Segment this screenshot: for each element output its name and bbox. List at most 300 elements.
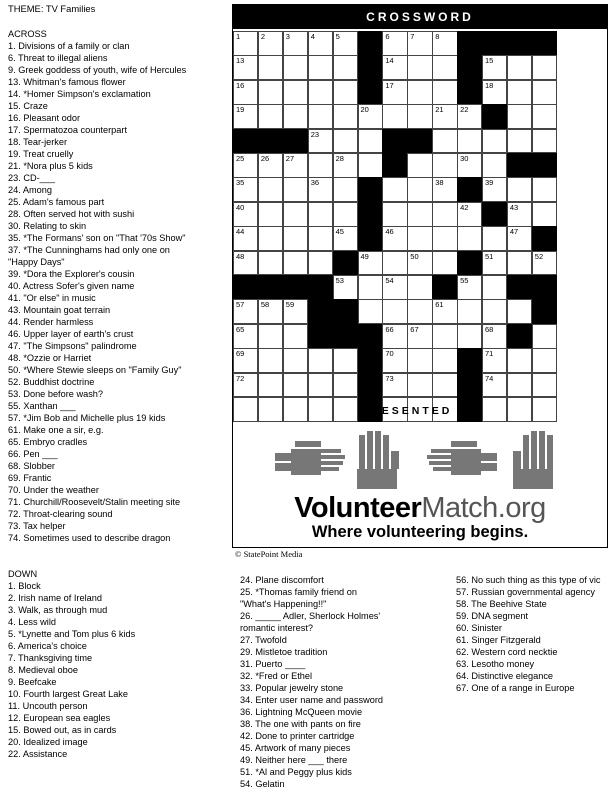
- grid-cell[interactable]: [482, 373, 507, 398]
- grid-cell[interactable]: [258, 373, 283, 398]
- across-clue: 52. Buddhist doctrine: [8, 377, 95, 387]
- across-clue: 44. Render harmless: [8, 317, 94, 327]
- grid-cell[interactable]: [457, 324, 482, 349]
- grid-cell[interactable]: [308, 251, 333, 276]
- down-clues-column-3: [456, 574, 601, 694]
- grid-cell[interactable]: [407, 251, 432, 276]
- black-cell: [457, 373, 482, 398]
- grid-cell[interactable]: [507, 373, 532, 398]
- grid-cell[interactable]: [382, 55, 407, 80]
- grid-cell[interactable]: [382, 275, 407, 300]
- grid-cell[interactable]: [507, 251, 532, 276]
- cell-number: 30: [460, 154, 469, 163]
- across-clue: 50. *Where Stewie sleeps on "Family Guy": [8, 365, 182, 375]
- grid-cell[interactable]: [258, 251, 283, 276]
- grid-cell[interactable]: [382, 202, 407, 227]
- grid-cell[interactable]: [283, 348, 308, 373]
- across-clue: 9. Greek goddess of youth, wife of Hercules: [8, 65, 187, 75]
- across-header: ACROSS: [8, 29, 47, 39]
- down-clue: 34. Enter user name and password: [240, 695, 383, 705]
- grid-cell[interactable]: [233, 324, 258, 349]
- grid-cell[interactable]: [233, 177, 258, 202]
- grid-cell[interactable]: [233, 373, 258, 398]
- grid-cell[interactable]: [382, 299, 407, 324]
- across-clue: 21. *Nora plus 5 kids: [8, 161, 93, 171]
- grid-cell[interactable]: [333, 177, 358, 202]
- grid-cell[interactable]: [333, 153, 358, 178]
- cell-number: 8: [435, 32, 440, 41]
- grid-cell[interactable]: [507, 202, 532, 227]
- down-clue: 26. _____ Adler, Sherlock Holmes': [240, 611, 381, 621]
- down-clue: 3. Walk, as through mud: [8, 605, 108, 615]
- black-cell: [482, 202, 507, 227]
- grid-cell[interactable]: [308, 373, 333, 398]
- grid-cell[interactable]: [532, 324, 557, 349]
- grid-cell[interactable]: [258, 202, 283, 227]
- cell-number: 67: [410, 324, 419, 334]
- across-clue: 61. Make one a sir, e.g.: [8, 425, 104, 435]
- grid-cell[interactable]: [532, 104, 557, 129]
- grid-cell[interactable]: [283, 31, 308, 56]
- across-clue: 14. *Homer Simpson's exclamation: [8, 89, 151, 99]
- cell-number: 68: [485, 324, 494, 334]
- grid-cell[interactable]: [532, 348, 557, 373]
- across-clue: 6. Threat to illegal aliens: [8, 53, 108, 63]
- down-clue: 25. *Thomas family friend on: [240, 587, 357, 597]
- grid-cell[interactable]: [308, 104, 333, 129]
- grid-cell[interactable]: [532, 202, 557, 227]
- cell-number: 19: [236, 105, 245, 115]
- grid-cell[interactable]: [432, 373, 457, 398]
- down-clue: 31. Puerto ____: [240, 659, 306, 669]
- down-clue-list-3: [456, 574, 601, 694]
- grid-cell[interactable]: [258, 348, 283, 373]
- black-cell: [457, 31, 482, 56]
- down-clue: 62. Western cord necktie: [456, 647, 558, 657]
- grid-cell[interactable]: [308, 80, 333, 105]
- grid-cell[interactable]: [407, 299, 432, 324]
- grid-cell[interactable]: [382, 324, 407, 349]
- grid-cell[interactable]: [407, 275, 432, 300]
- volunteermatch-logo: [233, 493, 607, 523]
- grid-cell[interactable]: [532, 177, 557, 202]
- down-clue: 58. The Beehive State: [456, 599, 547, 609]
- grid-cell[interactable]: [457, 226, 482, 251]
- grid-cell[interactable]: [532, 373, 557, 398]
- cell-number: 38: [435, 178, 444, 188]
- grid-cell[interactable]: [432, 226, 457, 251]
- grid-cell[interactable]: [358, 129, 383, 154]
- cell-number: 43: [509, 202, 519, 212]
- grid-cell[interactable]: [482, 275, 507, 300]
- grid-cell[interactable]: [283, 226, 308, 251]
- grid-cell[interactable]: [382, 251, 407, 276]
- grid-cell[interactable]: [283, 202, 308, 227]
- grid-cell[interactable]: [333, 31, 358, 56]
- cell-number: 17: [385, 80, 394, 90]
- black-cell: [482, 31, 507, 56]
- grid-cell[interactable]: [258, 104, 283, 129]
- grid-cell[interactable]: [482, 348, 507, 373]
- grid-cell[interactable]: [233, 226, 258, 251]
- grid-cell[interactable]: [283, 80, 308, 105]
- grid-cell[interactable]: [283, 299, 308, 324]
- black-cell: [432, 275, 457, 300]
- grid-cell[interactable]: [407, 153, 432, 178]
- cell-number: 45: [335, 227, 344, 237]
- grid-cell[interactable]: [432, 104, 457, 129]
- black-cell: [532, 275, 557, 300]
- down-clues-column-1: [8, 568, 135, 760]
- cell-number: 23: [310, 129, 320, 139]
- cell-number: 55: [460, 276, 469, 285]
- across-clue: 24. Among: [8, 185, 52, 195]
- across-clue: 15. Craze: [8, 101, 48, 111]
- across-clue-list: [8, 40, 186, 544]
- black-cell: [358, 55, 383, 80]
- grid-cell[interactable]: [308, 129, 333, 154]
- black-cell: [507, 324, 532, 349]
- grid-cell[interactable]: [308, 226, 333, 251]
- grid-cell[interactable]: [283, 104, 308, 129]
- down-clue: 38. The one with pants on fire: [240, 719, 361, 729]
- black-cell: [382, 129, 407, 154]
- grid-cell[interactable]: [507, 177, 532, 202]
- grid-cell[interactable]: [308, 202, 333, 227]
- cell-number: 5: [335, 32, 340, 41]
- down-clue-list-1: [8, 580, 135, 760]
- grid-cell[interactable]: [333, 226, 358, 251]
- across-clues: [8, 28, 186, 544]
- cell-number: 26: [260, 154, 270, 163]
- across-clue: 55. Xanthan ___: [8, 401, 76, 411]
- grid-cell[interactable]: [507, 348, 532, 373]
- grid-cell[interactable]: [532, 80, 557, 105]
- black-cell: [507, 275, 532, 300]
- down-clue: 5. *Lynette and Tom plus 6 kids: [8, 629, 136, 639]
- cell-number: 69: [236, 349, 245, 359]
- down-clue: 33. Popular jewelry stone: [240, 683, 344, 693]
- black-cell: [308, 275, 333, 300]
- theme-label: THEME: TV Families: [8, 3, 96, 14]
- black-cell: [333, 299, 358, 324]
- down-clue: 29. Mistletoe tradition: [240, 647, 328, 657]
- grid-cell[interactable]: [432, 324, 457, 349]
- grid-cell[interactable]: [258, 299, 283, 324]
- grid-cell[interactable]: [233, 55, 258, 80]
- black-cell: [532, 153, 557, 178]
- across-clue: 68. Slobber: [8, 461, 55, 471]
- grid-cell[interactable]: [532, 55, 557, 80]
- cell-number: 74: [485, 373, 494, 383]
- black-cell: [258, 129, 283, 154]
- across-clue: 70. Under the weather: [8, 485, 99, 495]
- grid-cell[interactable]: [407, 226, 432, 251]
- grid-cell[interactable]: [333, 55, 358, 80]
- down-clue: 51. *Al and Peggy plus kids: [240, 767, 352, 777]
- down-clue: 11. Uncouth person: [8, 701, 88, 711]
- grid-cell[interactable]: [358, 104, 383, 129]
- cell-number: 36: [310, 178, 320, 188]
- cell-number: 49: [360, 251, 369, 261]
- cell-number: 65: [236, 324, 245, 334]
- grid-cell[interactable]: [432, 55, 457, 80]
- cell-number: 22: [460, 105, 469, 115]
- down-clue: 59. DNA segment: [456, 611, 529, 621]
- grid-cell[interactable]: [457, 299, 482, 324]
- cell-number: 18: [485, 80, 494, 90]
- grid-cell[interactable]: [407, 31, 432, 56]
- grid-cell[interactable]: [258, 226, 283, 251]
- across-clue: 40. Actress Sofer's given name: [8, 281, 135, 291]
- cell-number: 25: [236, 154, 245, 163]
- black-cell: [283, 275, 308, 300]
- across-clue: 41. "Or else" in music: [8, 293, 96, 303]
- grid-cell[interactable]: [382, 80, 407, 105]
- across-clue: 13. Whitman's famous flower: [8, 77, 126, 87]
- grid-cell[interactable]: [283, 373, 308, 398]
- black-cell: [457, 55, 482, 80]
- hands-logo-icon: [275, 429, 567, 491]
- black-cell: [457, 80, 482, 105]
- across-clue: 74. Sometimes used to describe dragon: [8, 533, 171, 543]
- grid-cell[interactable]: [233, 299, 258, 324]
- grid-cell[interactable]: [283, 177, 308, 202]
- cell-number: 15: [485, 56, 494, 66]
- grid-cell[interactable]: [258, 324, 283, 349]
- down-clue: 60. Sinister: [456, 623, 502, 633]
- grid-cell[interactable]: [283, 251, 308, 276]
- down-clue: 32. *Fred or Ethel: [240, 671, 313, 681]
- black-cell: [457, 251, 482, 276]
- down-clue: 57. Russian governmental agency: [456, 587, 595, 597]
- across-clue: 39. *Dora the Explorer's cousin: [8, 269, 135, 279]
- grid-cell[interactable]: [432, 31, 457, 56]
- grid-cell[interactable]: [382, 373, 407, 398]
- grid-cell[interactable]: [333, 129, 358, 154]
- across-clue: 66. Pen ___: [8, 449, 58, 459]
- across-clue: 48. *Ozzie or Harriet: [8, 353, 92, 363]
- cell-number: 57: [236, 300, 245, 310]
- cell-number: 73: [385, 373, 394, 383]
- grid-cell[interactable]: [432, 129, 457, 154]
- grid-cell[interactable]: [432, 177, 457, 202]
- grid-cell[interactable]: [308, 31, 333, 56]
- grid-cell[interactable]: [358, 153, 383, 178]
- grid-cell[interactable]: [308, 153, 333, 178]
- across-clue: 35. *The Formans' son on "That '70s Show": [8, 233, 186, 243]
- grid-cell[interactable]: [333, 104, 358, 129]
- cell-number: 40: [236, 202, 245, 212]
- grid-cell[interactable]: [532, 129, 557, 154]
- cell-number: 51: [485, 251, 494, 261]
- down-clue: 9. Beefcake: [8, 677, 57, 687]
- across-clue: 71. Churchill/Roosevelt/Stalin meeting site: [8, 497, 181, 507]
- cell-number: 47: [509, 227, 519, 237]
- grid-cell[interactable]: [407, 348, 432, 373]
- grid-cell[interactable]: [308, 55, 333, 80]
- grid-cell[interactable]: [233, 104, 258, 129]
- down-clue: 22. Assistance: [8, 749, 68, 759]
- grid-cell[interactable]: [532, 251, 557, 276]
- cell-number: 20: [360, 105, 369, 115]
- grid-cell[interactable]: [432, 202, 457, 227]
- grid-cell[interactable]: [407, 324, 432, 349]
- cell-number: 53: [335, 276, 344, 285]
- grid-cell[interactable]: [457, 275, 482, 300]
- down-clue: 6. America's choice: [8, 641, 87, 651]
- across-clue: 28. Often served hot with sushi: [8, 209, 135, 219]
- grid-cell[interactable]: [233, 348, 258, 373]
- grid-cell[interactable]: [283, 55, 308, 80]
- down-clue-list-2: [240, 574, 383, 790]
- cell-number: 52: [534, 251, 544, 261]
- grid-cell[interactable]: [358, 251, 383, 276]
- grid-cell[interactable]: [482, 129, 507, 154]
- grid-cell[interactable]: [233, 31, 258, 56]
- black-cell: [258, 275, 283, 300]
- cell-number: 54: [385, 276, 394, 285]
- black-cell: [283, 129, 308, 154]
- grid-cell[interactable]: [482, 226, 507, 251]
- grid-cell[interactable]: [358, 299, 383, 324]
- grid-cell[interactable]: [308, 177, 333, 202]
- down-clue: 7. Thanksgiving time: [8, 653, 93, 663]
- black-cell: [407, 129, 432, 154]
- grid-cell[interactable]: [258, 177, 283, 202]
- down-clue: 12. European sea eagles: [8, 713, 111, 723]
- grid-cell[interactable]: [358, 275, 383, 300]
- logo-part-1: Volunteer: [294, 492, 422, 524]
- grid-cell[interactable]: [233, 153, 258, 178]
- cell-number: 28: [335, 154, 344, 163]
- grid-cell[interactable]: [382, 177, 407, 202]
- cell-number: 1: [236, 32, 241, 41]
- grid-cell[interactable]: [407, 177, 432, 202]
- grid-cell[interactable]: [457, 104, 482, 129]
- grid-cell[interactable]: [482, 80, 507, 105]
- grid-cell[interactable]: [407, 55, 432, 80]
- presented-by-label: PRESENTED BY: [361, 405, 479, 417]
- grid-cell[interactable]: [482, 177, 507, 202]
- grid-cell[interactable]: [333, 80, 358, 105]
- cell-number: 16: [236, 80, 245, 90]
- cell-number: 58: [260, 300, 270, 310]
- grid-cell[interactable]: [507, 226, 532, 251]
- cell-number: 27: [285, 154, 295, 163]
- grid-cell[interactable]: [482, 251, 507, 276]
- across-clue: 18. Tear-jerker: [8, 137, 68, 147]
- grid-cell[interactable]: [258, 80, 283, 105]
- black-cell: [358, 226, 383, 251]
- black-cell: [457, 177, 482, 202]
- black-cell: [507, 153, 532, 178]
- grid-cell[interactable]: [258, 31, 283, 56]
- cell-number: 35: [236, 178, 245, 188]
- grid-cell[interactable]: [382, 226, 407, 251]
- grid-cell[interactable]: [233, 251, 258, 276]
- grid-cell[interactable]: [407, 202, 432, 227]
- grid-cell[interactable]: [507, 55, 532, 80]
- grid-cell[interactable]: [432, 348, 457, 373]
- down-clue: "What's Happening!!": [240, 599, 327, 609]
- grid-cell[interactable]: [457, 129, 482, 154]
- black-cell: [457, 348, 482, 373]
- grid-cell[interactable]: [407, 80, 432, 105]
- grid-cell[interactable]: [482, 299, 507, 324]
- grid-cell[interactable]: [233, 80, 258, 105]
- cell-number: 71: [485, 349, 494, 359]
- across-clue: 53. Done before wash?: [8, 389, 104, 399]
- cell-number: 13: [236, 56, 245, 66]
- black-cell: [233, 129, 258, 154]
- down-clue: 27. Twofold: [240, 635, 287, 645]
- cell-number: 2: [260, 32, 266, 41]
- grid-cell[interactable]: [457, 202, 482, 227]
- grid-cell[interactable]: [382, 104, 407, 129]
- logo-part-2: Match.org: [421, 492, 546, 524]
- grid-cell[interactable]: [507, 80, 532, 105]
- grid-cell[interactable]: [507, 129, 532, 154]
- across-clue: 65. Embryo cradles: [8, 437, 88, 447]
- grid-cell[interactable]: [333, 348, 358, 373]
- across-clue: 19. Treat cruelly: [8, 149, 74, 159]
- cell-number: 4: [310, 32, 315, 41]
- grid-cell[interactable]: [507, 299, 532, 324]
- down-clues-column-2: [240, 574, 383, 790]
- down-clue: 20. Idealized image: [8, 737, 88, 747]
- grid-cell[interactable]: [407, 373, 432, 398]
- grid-cell[interactable]: [432, 80, 457, 105]
- grid-cell[interactable]: [283, 153, 308, 178]
- across-clue: 57. *Jim Bob and Michelle plus 19 kids: [8, 413, 166, 423]
- across-clue: 72. Throat-clearing sound: [8, 509, 113, 519]
- grid-cell[interactable]: [432, 251, 457, 276]
- across-clue: 30. Relating to skin: [8, 221, 87, 231]
- across-clue: 46. Upper layer of earth's crust: [8, 329, 134, 339]
- grid-cell[interactable]: [333, 275, 358, 300]
- down-clue: 56. No such thing as this type of vic: [456, 575, 601, 585]
- grid-cell[interactable]: [382, 348, 407, 373]
- cell-number: 14: [385, 56, 394, 66]
- down-clue: 61. Singer Fitzgerald: [456, 635, 541, 645]
- black-cell: [358, 202, 383, 227]
- grid-cell[interactable]: [507, 104, 532, 129]
- grid-cell[interactable]: [482, 55, 507, 80]
- black-cell: [532, 31, 557, 56]
- black-cell: [358, 373, 383, 398]
- grid-cell[interactable]: [258, 55, 283, 80]
- down-clue: 10. Fourth largest Great Lake: [8, 689, 129, 699]
- grid-cell[interactable]: [407, 104, 432, 129]
- black-cell: [308, 299, 333, 324]
- grid-cell[interactable]: [432, 153, 457, 178]
- grid-cell[interactable]: [432, 299, 457, 324]
- grid-cell[interactable]: [258, 153, 283, 178]
- across-clue: 25. Adam's famous part: [8, 197, 105, 207]
- grid-cell[interactable]: [482, 324, 507, 349]
- grid-cell[interactable]: [233, 202, 258, 227]
- down-clue: 49. Neither here ___ there: [240, 755, 348, 765]
- grid-cell[interactable]: [457, 153, 482, 178]
- grid-cell[interactable]: [333, 373, 358, 398]
- grid-cell[interactable]: [382, 31, 407, 56]
- grid-cell[interactable]: [308, 348, 333, 373]
- black-cell: [308, 324, 333, 349]
- grid-cell[interactable]: [333, 202, 358, 227]
- grid-cell[interactable]: [283, 324, 308, 349]
- grid-cell[interactable]: [482, 153, 507, 178]
